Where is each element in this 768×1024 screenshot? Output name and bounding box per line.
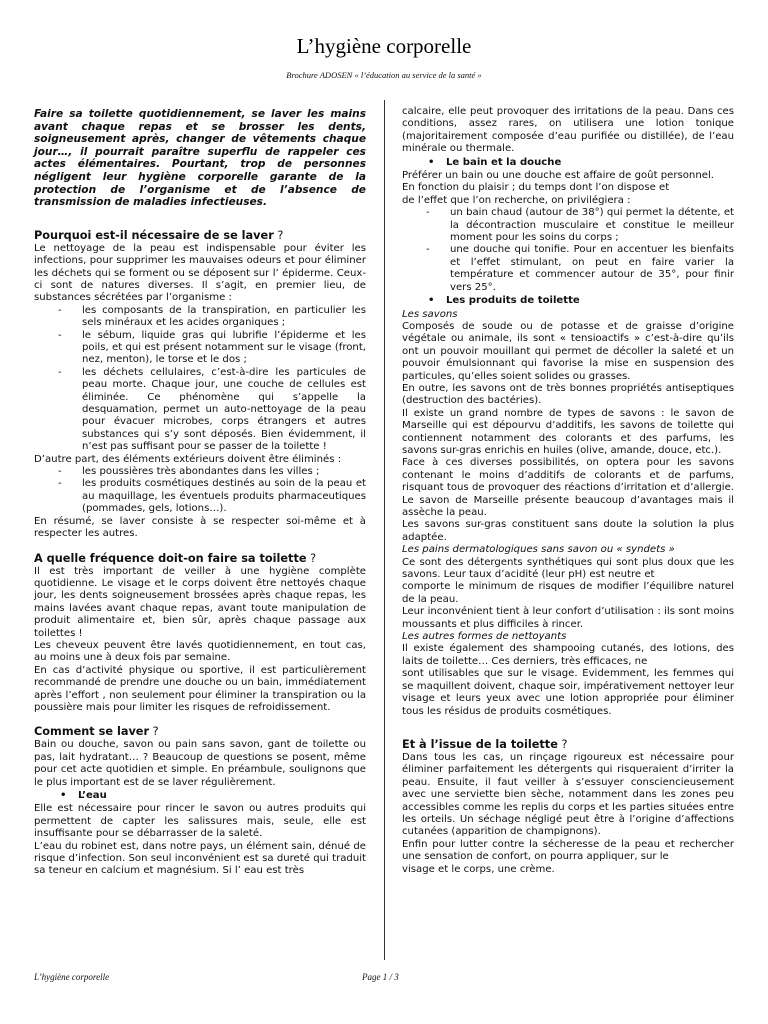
- paragraph: de l’effet que l’on recherche, on privilégiera :: [402, 194, 631, 206]
- right-column: [402, 106, 734, 887]
- paragraph: Face à ces diverses possibilités, on optera pour les savons contenant le moins d’additifs de colorants et de parfums, risquant tous de provoquer des réactions d’irritation et d’allergie. Le savon de Marseille présente beaucoup d’avantages mais il assèche la peau.: [402, 457, 734, 518]
- section-heading: [34, 552, 366, 566]
- list-item: - le sébum, liquide gras qui lubrifie l’épiderme et les poils, et qui est présent notamment sur le visage (front, nez, menton), le torse et le dos ;: [34, 330, 366, 367]
- list-item: - une douche qui tonifie. Pour en accentuer les bienfaits et l’effet stimulant, on peut en faire varier la température et commencer autour de 35°, pour finir vers 25°.: [402, 244, 734, 294]
- subheading: Les savons: [402, 308, 458, 320]
- heading-text: Comment se laver: [34, 725, 150, 739]
- paragraph: calcaire, elle peut provoquer des irritations de la peau. Dans ces conditions, assez rares, on utilisera une lotion tonique (majoritairement composée d’eau purifiée ou distillée), de l’eau minérale ou thermale.: [402, 106, 734, 155]
- page-title: L’hygiène corporelle: [296, 34, 472, 58]
- paragraph: Les cheveux peuvent être lavés quotidiennement, en tout cas, au moins une à deux fois par semaine.: [34, 639, 366, 664]
- paragraph: Il existe un grand nombre de types de savons : le savon de Marseille qui est dépourvu d’additifs, les savons de toilette qui contiennent notamment des colorants et des parfums, les savons sur-gras enrichis en huiles (olive, amande, douce, etc.).: [402, 407, 734, 456]
- paragraph: Le nettoyage de la peau est indispensable pour éviter les infections, pour supprimer les mauvaises odeurs et pour éliminer les déchets qui se forment ou se déposent sur l’ épiderme. Ceux-ci sont de natures diverses. Il s’agit, en premier lieu, de substances sécrétées par l’organisme :: [34, 242, 366, 304]
- list-item: - les composants de la transpiration, en particulier les sels minéraux et les acides organiques ;: [34, 305, 366, 330]
- section-frequency: [34, 552, 366, 715]
- heading-text: Pourquoi est-il nécessaire de se laver: [34, 228, 274, 242]
- section-heading: [402, 738, 734, 752]
- bullet-heading: • Le bain et la douche: [402, 157, 734, 169]
- paragraph: Composés de soude ou de potasse et de graisse d’origine végétale ou animale, ils sont « tensioactifs » c’est-à-dire qu’ils ont un pouvoir mouillant qui permet de décoller la saleté et un pouvoir émulsionnant qui favorise la mise en suspension des particules, qu’elles soient solides ou grasses.: [402, 320, 734, 382]
- dash-list: [34, 466, 366, 516]
- intro-paragraph: Faire sa toilette quotidiennement, se laver les mains avant chaque repas et se brosser les dents, soigneusement après, changer de vêtements chaque jour…, il pourrait paraître superflu de rappeler ces actes élémentaires. Pourtant, trop de personnes négligent leur hygiène corporelle garante de la protection de l’organisme et de l’absence de transmission de maladies infectieuses.: [34, 108, 366, 209]
- paragraph: Leur inconvénient tient à leur confort d’utilisation : ils sont moins moussants et plus difficiles à rincer.: [402, 606, 734, 630]
- paragraph: Ce sont des détergents synthétiques qui sont plus doux que les savons. Leur taux d’acidité (leur pH) est neutre et: [402, 556, 734, 581]
- section-how-to-wash: [34, 725, 366, 877]
- paragraph: En résumé, se laver consiste à se respecter soi-même et à respecter les autres.: [34, 515, 366, 540]
- paragraph: D’autre part, des éléments extérieurs doivent être éliminés :: [34, 453, 342, 465]
- heading-qmark: ?: [306, 551, 317, 565]
- paragraph: Enfin pour lutter contre la sécheresse de la peau et rechercher une sensation de confort, on pourra appliquer, sur le: [402, 838, 734, 863]
- paragraph: En fonction du plaisir ; du temps dont l’on dispose et: [402, 182, 670, 194]
- heading-qmark: ?: [149, 725, 159, 739]
- subheading: Les pains dermatologiques sans savon ou « syndets »: [402, 544, 675, 556]
- paragraph: En cas d’activité physique ou sportive, il est particulièrement recommandé de prendre une douche ou un bain, immédiatement après l’effort , non seulement pour éliminer la transpiration ou la poussière mais pour limiter les risques de refroidissement.: [34, 664, 366, 713]
- section-after-washing: [402, 738, 734, 876]
- list-item: - les déchets cellulaires, c’est-à-dire les particules de peau morte. Chaque jour, une couche de cellules est éliminée. Ce phénomène qui s’appelle la desquamation, permet un auto-nettoyage de la peau pour évacuer microbes, corps étrangers et autres substances qui s’y sont déposés. Bien évidemment, il n’est pas suffisant pour se passer de la toilette !: [34, 367, 366, 454]
- paragraph: Elle est nécessaire pour rincer le savon ou autres produits qui permettent de capter les salissures mais, seule, elle est insuffisante pour se débarrasser de la saleté.: [34, 803, 366, 840]
- section-heading: [34, 725, 366, 739]
- heading-qmark: ?: [557, 737, 568, 751]
- paragraph: Il est très important de veiller à une hygiène complète quotidienne. Le visage et le corps doivent être nettoyés chaque jour, les dents soigneusement brossées après chaque repas, les mains lavées avant chaque repas, avant toute manipulation de produit alimentaire et, bien sûr, après chaque passage aux toilettes !: [34, 565, 366, 639]
- section-heading: [34, 229, 366, 243]
- paragraph: visage et le corps, une crème.: [402, 863, 555, 875]
- paragraph: sont utilisables que sur le visage. Evidemment, les femmes qui se maquillent doivent, chaque soir, impérativement nettoyer leur visage et leurs yeux avec une lotion appropriée pour éliminer tous les résidus de produits cosmétiques.: [402, 668, 734, 717]
- footer-title: L’hygiène corporelle: [34, 972, 110, 982]
- list-item: - les poussières très abondantes dans les villes ;: [34, 466, 366, 478]
- paragraph: comporte le minimum de risques de modifier l’équilibre naturel de la peau.: [402, 581, 734, 605]
- column-divider: [384, 100, 385, 960]
- heading-text: A quelle fréquence doit-on faire sa toilette: [34, 551, 307, 565]
- dash-list: [34, 305, 366, 454]
- page-number: Page 1 / 3: [362, 972, 399, 982]
- paragraph: Préférer un bain ou une douche est affaire de goût personnel.: [402, 170, 714, 182]
- left-column: [34, 108, 366, 889]
- dash-list: [402, 207, 734, 294]
- paragraph: L’eau du robinet est, dans notre pays, un élément sain, dénué de risque d’infection. Son seul inconvénient est sa dureté qui traduit sa teneur en calcium et magnésium. Si l’ eau est très: [34, 840, 366, 877]
- paragraph: Il existe également des shampooing cutanés, des lotions, des laits de toilette… Ces derniers, très efficaces, ne: [402, 643, 734, 667]
- list-item: - un bain chaud (autour de 38°) qui permet la détente, et la décontraction musculaire et constitue le meilleur moment pour les soins du corps ;: [402, 207, 734, 244]
- paragraph: Les savons sur-gras constituent sans doute la solution la plus adaptée.: [402, 519, 734, 543]
- paragraph: Bain ou douche, savon ou pain sans savon, gant de toilette ou pas, lait hydratant… ? Beaucoup de questions se posent, même pour cet acte quotidien et simple. En préambule, soulignons que le plus important est de se laver régulièrement.: [34, 739, 366, 788]
- section-why-wash: [34, 229, 366, 541]
- page-subtitle: Brochure ADOSEN « l’éducation au service de la santé »: [286, 70, 482, 80]
- heading-qmark: ?: [273, 228, 284, 242]
- bullet-heading: • L’eau: [34, 790, 366, 802]
- heading-text: Et à l’issue de la toilette: [402, 737, 558, 751]
- list-item: - les produits cosmétiques destinés au soin de la peau et au maquillage, les éventuels produits pharmaceutiques (pommades, gels, lotions…).: [34, 478, 366, 515]
- paragraph: Dans tous les cas, un rinçage rigoureux est nécessaire pour éliminer parfaitement les détergents qui risqueraient d’irriter la peau. Ensuite, il faut veiller à s’essuyer consciencieusement avec une serviette bien sèche, notamment dans les zones peu accessibles comme les replis du corps et les parties situées entre les orteils. Un séchage négligé peut être à l’origine d’affections cutanées (apparition de champignons).: [402, 751, 734, 838]
- subheading: Les autres formes de nettoyants: [402, 631, 567, 643]
- paragraph: En outre, les savons ont de très bonnes propriétés antiseptiques (destruction des bactéries).: [402, 382, 734, 407]
- bullet-heading: • Les produits de toilette: [402, 295, 734, 307]
